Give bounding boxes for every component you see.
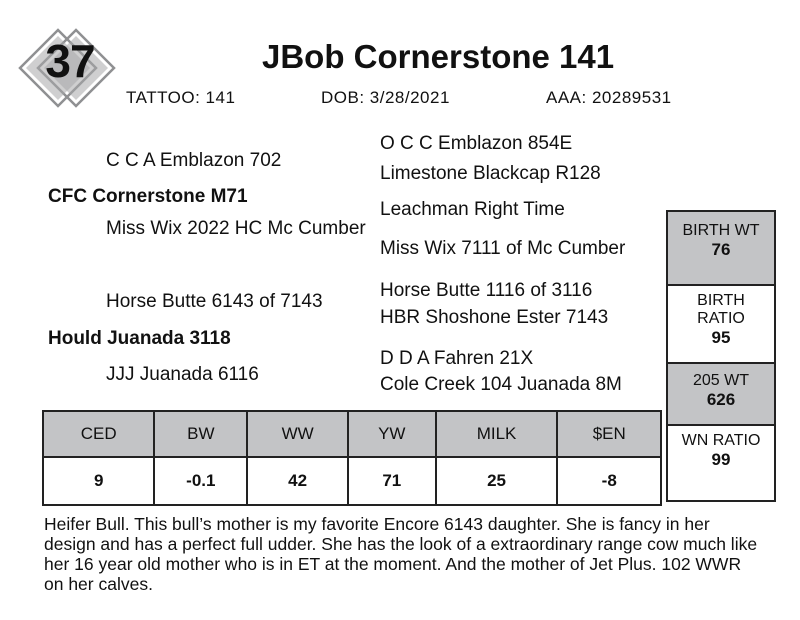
epd-header-yw: YW xyxy=(348,411,436,457)
weight-205-cell xyxy=(668,364,774,426)
birth-weight-value: 76 xyxy=(711,240,731,259)
epd-value-ced: 9 xyxy=(43,457,154,505)
dob-label: DOB: 3/28/2021 xyxy=(321,88,450,107)
sire-sire-sire: O C C Emblazon 854E xyxy=(380,133,573,154)
birth-ratio-label-2: RATIO xyxy=(697,310,745,327)
sire-dam-dam: Miss Wix 7111 of Mc Cumber xyxy=(380,238,626,259)
registration-label: AAA: 20289531 xyxy=(546,88,672,107)
dam-sire-dam: HBR Shoshone Ester 7143 xyxy=(380,307,609,328)
birth-ratio-value: 95 xyxy=(711,328,731,347)
epd-value-bw: -0.1 xyxy=(154,457,247,505)
epd-value-ww: 42 xyxy=(247,457,348,505)
sire-sire-dam: Limestone Blackcap R128 xyxy=(380,163,601,184)
weaning-ratio-label: WN RATIO xyxy=(681,432,761,449)
lot-badge xyxy=(18,28,114,100)
weight-205-value: 626 xyxy=(706,390,736,409)
dam: Hould Juanada 3118 xyxy=(48,328,231,349)
sire-dam-sire: Leachman Right Time xyxy=(380,199,565,220)
epd-header-row xyxy=(43,411,661,457)
sire-dam: Miss Wix 2022 HC Mc Cumber xyxy=(106,218,366,239)
epd-header-bw: BW xyxy=(154,411,247,457)
lot-notes: Heifer Bull. This bull’s mother is my favorite Encore 6143 daughter. She is fancy in her design and has a perfect full udder. She has the look of a extraordinary range cow much like her 16 year old mother who is in ET at the moment. And the mother of Jet Plus. 102 WWR on her calves. xyxy=(44,514,758,594)
sire-sire: C C A Emblazon 702 xyxy=(106,150,282,171)
epd-header-milk: MILK xyxy=(436,411,558,457)
birth-weight-label: BIRTH WT xyxy=(682,222,760,239)
dam-dam-dam: Cole Creek 104 Juanada 8M xyxy=(380,374,622,395)
tattoo-label: TATTOO: 141 xyxy=(126,88,236,107)
lot-number: 37 xyxy=(45,35,95,87)
birth-weight-cell xyxy=(668,212,774,286)
weight-205-label: 205 WT xyxy=(692,372,749,389)
birth-ratio-label-1: BIRTH xyxy=(697,292,745,309)
animal-name: JBob Cornerstone 141 xyxy=(262,38,615,75)
epd-table xyxy=(42,410,662,506)
epd-value-row xyxy=(43,457,661,505)
birth-ratio-cell xyxy=(668,286,774,364)
sire: CFC Cornerstone M71 xyxy=(48,186,248,207)
epd-header-ced: CED xyxy=(43,411,154,457)
epd-value-en: -8 xyxy=(557,457,661,505)
weaning-ratio-value: 99 xyxy=(711,450,731,469)
dam-dam: JJJ Juanada 6116 xyxy=(106,364,259,385)
dam-sire: Horse Butte 6143 of 7143 xyxy=(106,291,323,312)
epd-value-milk: 25 xyxy=(436,457,558,505)
dam-dam-sire: D D A Fahren 21X xyxy=(380,348,534,369)
dam-sire-sire: Horse Butte 1116 of 3116 xyxy=(380,280,593,301)
epd-header-ww: WW xyxy=(247,411,348,457)
performance-table xyxy=(666,210,776,502)
weaning-ratio-cell xyxy=(668,426,774,500)
epd-header-en: $EN xyxy=(557,411,661,457)
epd-value-yw: 71 xyxy=(348,457,436,505)
